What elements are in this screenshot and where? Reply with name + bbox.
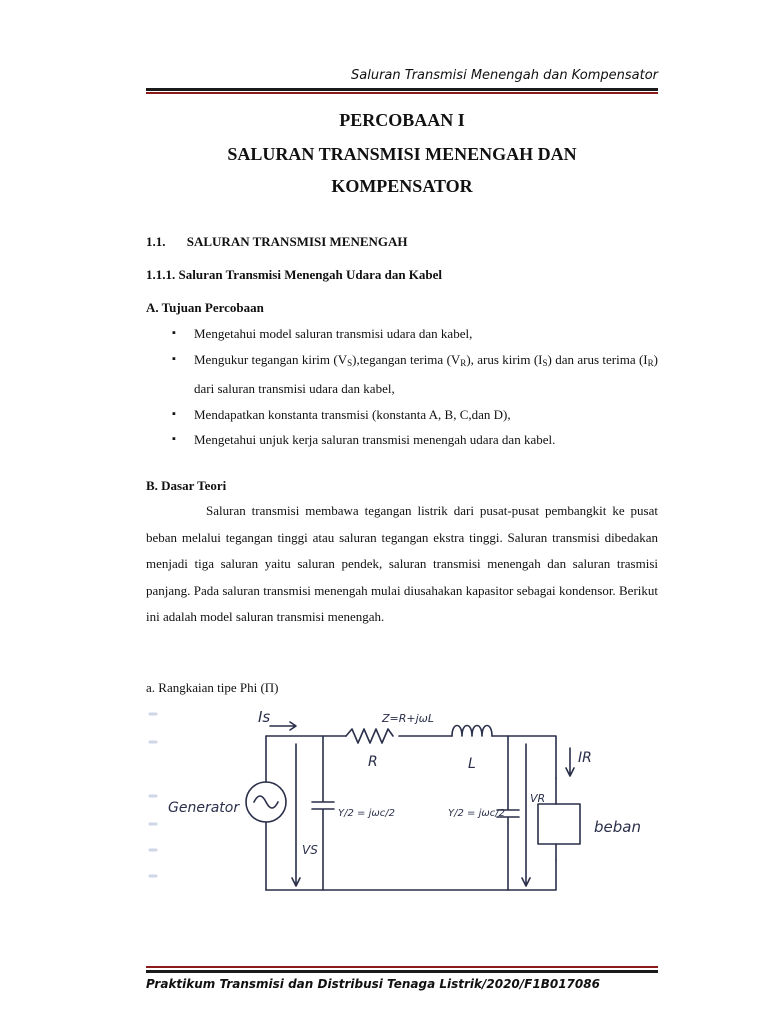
vs-label: VS [302, 843, 318, 857]
header-rule [146, 88, 658, 91]
cap-right-label: Y/2 = jωc/2 [448, 808, 505, 819]
resistor-r [346, 729, 393, 743]
part-b-heading: B. Dasar Teori [146, 478, 227, 493]
list-item: ▪ Mengetahui unjuk kerja saluran transmisi menengah udara dan kabel. [172, 427, 658, 453]
vs-arrow-icon [292, 744, 300, 886]
chapter-title-line2: SALURAN TRANSMISI MENENGAH DAN [227, 144, 577, 164]
vr-arrow-icon [522, 744, 530, 886]
section-number: 1.1. [146, 234, 166, 249]
capacitor-left [312, 736, 334, 890]
inductor-l [452, 726, 492, 737]
chapter-title-line1: PERCOBAAN I [339, 110, 465, 130]
part-a-heading: A. Tujuan Percobaan [146, 300, 264, 315]
resistor-label: R [368, 754, 378, 770]
vr-label: VR [530, 792, 546, 805]
generator-label: Generator [168, 800, 240, 816]
chapter-title-line3: KOMPENSATOR [331, 176, 473, 196]
objectives-list [172, 321, 658, 453]
section-heading [146, 234, 408, 250]
ir-arrow-icon [566, 748, 574, 776]
ac-symbol-icon [254, 796, 278, 808]
list-item: ▪ Mengetahui model saluran transmisi udara dan kabel, [172, 321, 658, 347]
is-label: Is [258, 708, 271, 726]
bottom-wire [266, 860, 556, 890]
inductor-label: L [468, 756, 476, 772]
header-rule-accent [146, 92, 658, 94]
scan-marks [150, 714, 156, 876]
impedance-label: Z=R+jωL [382, 712, 435, 725]
load-label: beban [594, 818, 641, 836]
cap-left-label: Y/2 = jωc/2 [338, 808, 395, 819]
top-wire-right [492, 736, 556, 778]
list-item: ▪ Mengukur tegangan kirim $(V_S),tegangan$ terima $(V_R)$, arus kirim $(I_S)$ dan arus terima $(I_R)$ dari saluran transmisi udara dan kabel, [172, 347, 658, 402]
is-arrow-icon [270, 722, 296, 730]
running-header: Saluran Transmisi Menengah dan Kompensator [351, 68, 658, 83]
footer-rule [146, 970, 658, 973]
theory-paragraph: Saluran transmisi membawa tegangan listrik dari pusat-pusat pembangkit ke pusat beban melalui tegangan tinggi atau saluran tegangan ekstra tinggi. Saluran transmisi dibedakan menjadi tiga saluran yaitu saluran pendek, saluran transmisi menengah dan saluran trasmisi panjang. Pada saluran transmisi menengah mulai diusahakan kapasitor sebagai kondensor. Berikut ini adalah model saluran transmisi menengah. [146, 503, 658, 624]
figure-caption: a. Rangkaian tipe Phi (Π) [146, 680, 279, 695]
ir-label: IR [578, 750, 592, 766]
load-box [538, 804, 580, 844]
section-title: SALURAN TRANSMISI MENENGAH [186, 234, 408, 249]
pi-circuit-diagram [146, 700, 658, 916]
page-footer: Praktikum Transmisi dan Distribusi Tenaga Listrik/2020/F1B017086 [146, 977, 600, 991]
footer-rule-accent [146, 966, 658, 968]
subsection-heading: 1.1.1. Saluran Transmisi Menengah Udara dan Kabel [146, 267, 443, 282]
list-item: ▪ Mendapatkan konstanta transmisi (konstanta A, B, C,dan D), [172, 402, 658, 428]
